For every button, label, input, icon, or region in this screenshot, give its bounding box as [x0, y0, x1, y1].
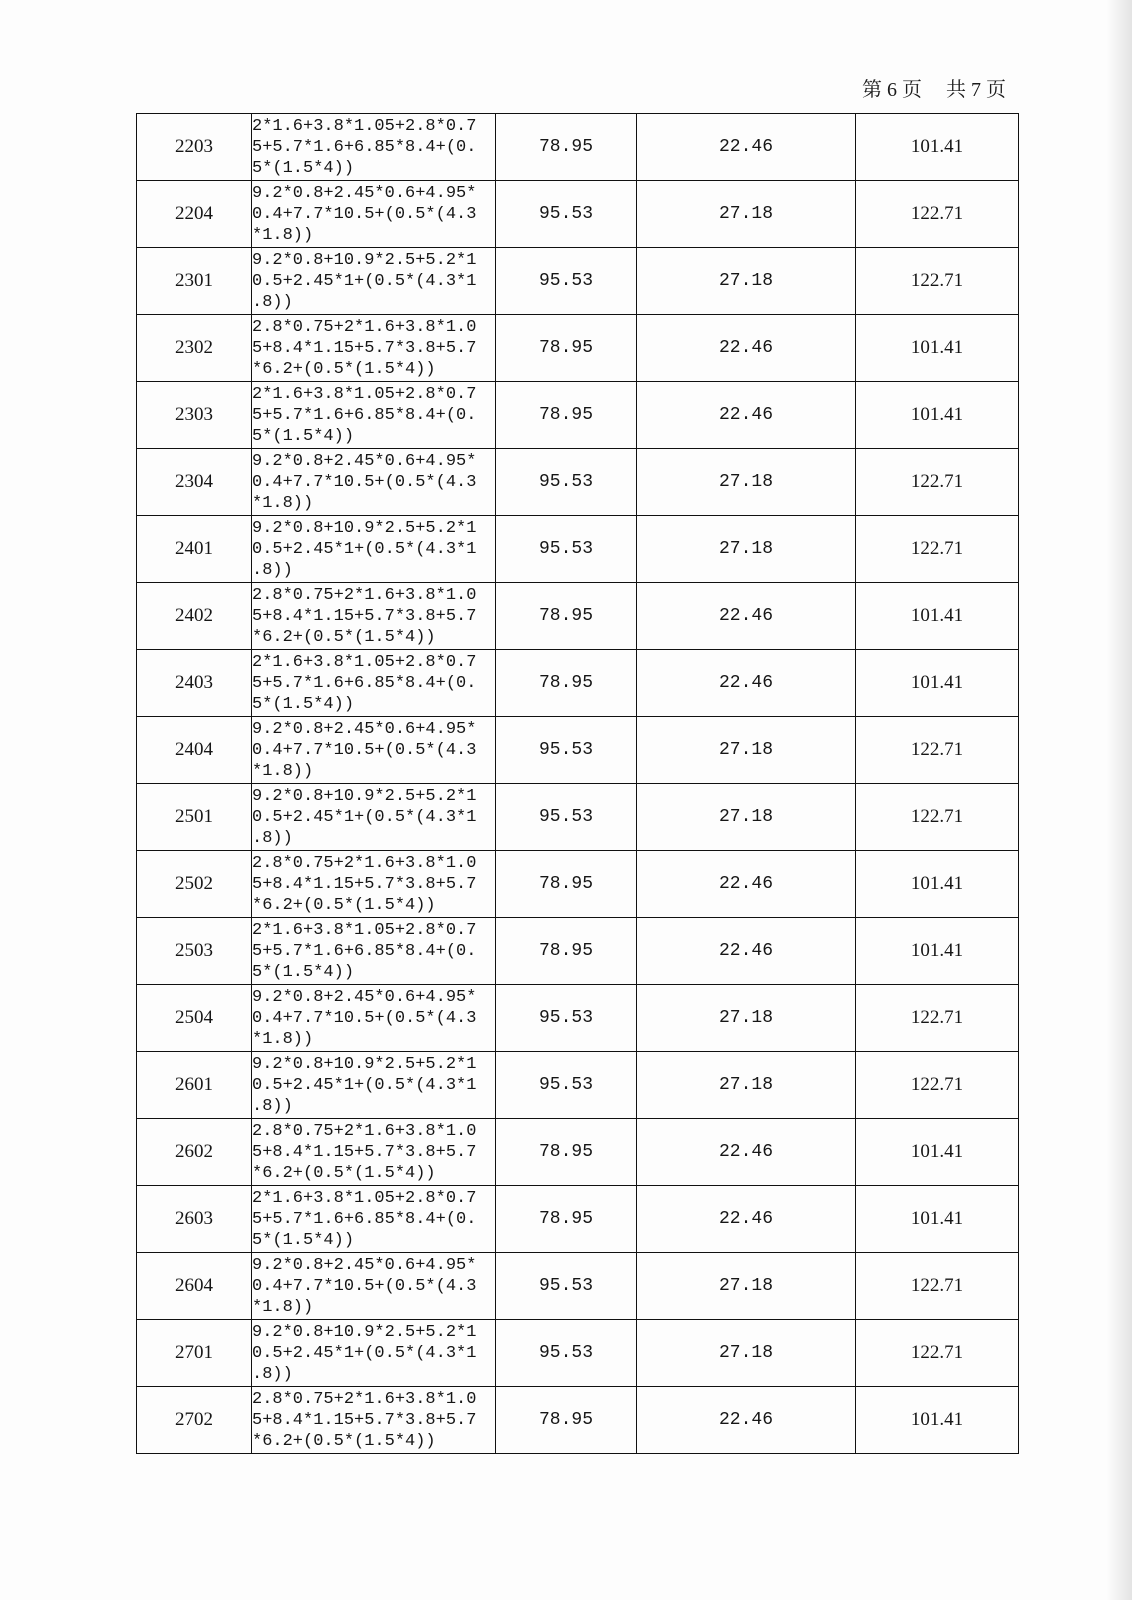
value-cell: 22.46 — [637, 918, 856, 985]
formula-cell — [252, 114, 496, 181]
table-row — [137, 449, 1019, 516]
row-id-cell: 2204 — [137, 181, 252, 248]
value-cell: 27.18 — [637, 784, 856, 851]
value-cell: 27.18 — [637, 1052, 856, 1119]
value-cell: 122.71 — [856, 248, 1019, 315]
table-row — [137, 918, 1019, 985]
formula-cell — [252, 851, 496, 918]
formula-cell — [252, 918, 496, 985]
value-cell: 22.46 — [637, 1387, 856, 1454]
value-cell: 122.71 — [856, 1253, 1019, 1320]
formula-cell — [252, 1387, 496, 1454]
value-cell: 95.53 — [496, 248, 637, 315]
formula-cell — [252, 248, 496, 315]
value-cell: 27.18 — [637, 449, 856, 516]
data-table — [136, 113, 1019, 1454]
row-id-cell: 2502 — [137, 851, 252, 918]
value-cell: 95.53 — [496, 516, 637, 583]
formula-cell — [252, 1253, 496, 1320]
formula-cell — [252, 181, 496, 248]
row-id-cell: 2503 — [137, 918, 252, 985]
row-id-cell: 2501 — [137, 784, 252, 851]
row-id-cell: 2203 — [137, 114, 252, 181]
value-cell: 95.53 — [496, 1253, 637, 1320]
formula-text: 9.2*0.8+2.45*0.6+4.95*0.4+7.7*10.5+(0.5*(4.3*1.8)) — [252, 451, 477, 513]
formula-text: 9.2*0.8+10.9*2.5+5.2*10.5+2.45*1+(0.5*(4.3*1.8)) — [252, 786, 477, 848]
value-cell: 95.53 — [496, 784, 637, 851]
row-id-cell: 2304 — [137, 449, 252, 516]
row-id-cell: 2401 — [137, 516, 252, 583]
formula-text: 2.8*0.75+2*1.6+3.8*1.05+8.4*1.15+5.7*3.8+5.7*6.2+(0.5*(1.5*4)) — [252, 853, 477, 915]
formula-text: 2.8*0.75+2*1.6+3.8*1.05+8.4*1.15+5.7*3.8+5.7*6.2+(0.5*(1.5*4)) — [252, 585, 477, 647]
value-cell: 122.71 — [856, 516, 1019, 583]
value-cell: 22.46 — [637, 382, 856, 449]
table-row — [137, 248, 1019, 315]
formula-text: 2.8*0.75+2*1.6+3.8*1.05+8.4*1.15+5.7*3.8+5.7*6.2+(0.5*(1.5*4)) — [252, 1389, 477, 1451]
table-row — [137, 1320, 1019, 1387]
row-id-cell: 2404 — [137, 717, 252, 784]
formula-cell — [252, 784, 496, 851]
formula-text: 2.8*0.75+2*1.6+3.8*1.05+8.4*1.15+5.7*3.8+5.7*6.2+(0.5*(1.5*4)) — [252, 317, 477, 379]
table-row — [137, 583, 1019, 650]
value-cell: 27.18 — [637, 248, 856, 315]
row-id-cell: 2303 — [137, 382, 252, 449]
row-id-cell: 2602 — [137, 1119, 252, 1186]
formula-cell — [252, 1119, 496, 1186]
value-cell: 22.46 — [637, 1119, 856, 1186]
formula-text: 9.2*0.8+2.45*0.6+4.95*0.4+7.7*10.5+(0.5*(4.3*1.8)) — [252, 987, 477, 1049]
value-cell: 78.95 — [496, 315, 637, 382]
value-cell: 22.46 — [637, 650, 856, 717]
formula-cell — [252, 1186, 496, 1253]
formula-text: 9.2*0.8+2.45*0.6+4.95*0.4+7.7*10.5+(0.5*(4.3*1.8)) — [252, 1255, 477, 1317]
value-cell: 101.41 — [856, 1119, 1019, 1186]
formula-text: 9.2*0.8+10.9*2.5+5.2*10.5+2.45*1+(0.5*(4.3*1.8)) — [252, 1322, 477, 1384]
value-cell: 27.18 — [637, 516, 856, 583]
value-cell: 27.18 — [637, 717, 856, 784]
value-cell: 101.41 — [856, 650, 1019, 717]
value-cell: 101.41 — [856, 918, 1019, 985]
scan-edge-shadow — [1106, 0, 1132, 1600]
formula-cell — [252, 1052, 496, 1119]
page-number-header — [862, 78, 1006, 102]
table-row — [137, 181, 1019, 248]
value-cell: 122.71 — [856, 717, 1019, 784]
table-row — [137, 851, 1019, 918]
table-row — [137, 114, 1019, 181]
value-cell: 78.95 — [496, 583, 637, 650]
value-cell: 78.95 — [496, 650, 637, 717]
value-cell: 22.46 — [637, 583, 856, 650]
value-cell: 122.71 — [856, 449, 1019, 516]
page-total: 共 7 页 — [946, 79, 1006, 101]
value-cell: 78.95 — [496, 1119, 637, 1186]
table-row — [137, 382, 1019, 449]
table-row — [137, 516, 1019, 583]
table-row — [137, 717, 1019, 784]
table-row — [137, 1119, 1019, 1186]
value-cell: 95.53 — [496, 985, 637, 1052]
value-cell: 78.95 — [496, 114, 637, 181]
value-cell: 101.41 — [856, 1387, 1019, 1454]
value-cell: 22.46 — [637, 114, 856, 181]
row-id-cell: 2504 — [137, 985, 252, 1052]
row-id-cell: 2604 — [137, 1253, 252, 1320]
value-cell: 78.95 — [496, 1186, 637, 1253]
formula-text: 2*1.6+3.8*1.05+2.8*0.75+5.7*1.6+6.85*8.4+(0.5*(1.5*4)) — [252, 1188, 477, 1250]
formula-cell — [252, 985, 496, 1052]
formula-text: 2*1.6+3.8*1.05+2.8*0.75+5.7*1.6+6.85*8.4+(0.5*(1.5*4)) — [252, 920, 477, 982]
table-row — [137, 1253, 1019, 1320]
formula-cell — [252, 449, 496, 516]
table-row — [137, 784, 1019, 851]
formula-text: 9.2*0.8+10.9*2.5+5.2*10.5+2.45*1+(0.5*(4.3*1.8)) — [252, 1054, 477, 1116]
value-cell: 122.71 — [856, 784, 1019, 851]
value-cell: 122.71 — [856, 1320, 1019, 1387]
formula-text: 2*1.6+3.8*1.05+2.8*0.75+5.7*1.6+6.85*8.4+(0.5*(1.5*4)) — [252, 116, 477, 178]
value-cell: 95.53 — [496, 1320, 637, 1387]
value-cell: 122.71 — [856, 1052, 1019, 1119]
value-cell: 22.46 — [637, 851, 856, 918]
value-cell: 22.46 — [637, 315, 856, 382]
page-number: 第 6 页 — [862, 79, 922, 101]
value-cell: 101.41 — [856, 315, 1019, 382]
table-row — [137, 1387, 1019, 1454]
row-id-cell: 2701 — [137, 1320, 252, 1387]
formula-cell — [252, 583, 496, 650]
formula-text: 9.2*0.8+10.9*2.5+5.2*10.5+2.45*1+(0.5*(4.3*1.8)) — [252, 250, 477, 312]
value-cell: 101.41 — [856, 114, 1019, 181]
value-cell: 122.71 — [856, 985, 1019, 1052]
value-cell: 27.18 — [637, 1253, 856, 1320]
row-id-cell: 2402 — [137, 583, 252, 650]
value-cell: 78.95 — [496, 918, 637, 985]
formula-text: 2*1.6+3.8*1.05+2.8*0.75+5.7*1.6+6.85*8.4+(0.5*(1.5*4)) — [252, 652, 477, 714]
value-cell: 27.18 — [637, 1320, 856, 1387]
row-id-cell: 2403 — [137, 650, 252, 717]
value-cell: 101.41 — [856, 382, 1019, 449]
row-id-cell: 2603 — [137, 1186, 252, 1253]
row-id-cell: 2601 — [137, 1052, 252, 1119]
value-cell: 78.95 — [496, 382, 637, 449]
formula-text: 2*1.6+3.8*1.05+2.8*0.75+5.7*1.6+6.85*8.4+(0.5*(1.5*4)) — [252, 384, 477, 446]
formula-cell — [252, 516, 496, 583]
value-cell: 27.18 — [637, 985, 856, 1052]
value-cell: 22.46 — [637, 1186, 856, 1253]
formula-text: 9.2*0.8+10.9*2.5+5.2*10.5+2.45*1+(0.5*(4.3*1.8)) — [252, 518, 477, 580]
value-cell: 95.53 — [496, 1052, 637, 1119]
formula-text: 2.8*0.75+2*1.6+3.8*1.05+8.4*1.15+5.7*3.8+5.7*6.2+(0.5*(1.5*4)) — [252, 1121, 477, 1183]
value-cell: 27.18 — [637, 181, 856, 248]
value-cell: 78.95 — [496, 851, 637, 918]
row-id-cell: 2301 — [137, 248, 252, 315]
row-id-cell: 2302 — [137, 315, 252, 382]
table-row — [137, 315, 1019, 382]
row-id-cell: 2702 — [137, 1387, 252, 1454]
formula-cell — [252, 650, 496, 717]
value-cell: 78.95 — [496, 1387, 637, 1454]
value-cell: 122.71 — [856, 181, 1019, 248]
formula-text: 9.2*0.8+2.45*0.6+4.95*0.4+7.7*10.5+(0.5*(4.3*1.8)) — [252, 719, 477, 781]
formula-cell — [252, 1320, 496, 1387]
value-cell: 95.53 — [496, 181, 637, 248]
value-cell: 101.41 — [856, 851, 1019, 918]
value-cell: 95.53 — [496, 449, 637, 516]
formula-cell — [252, 315, 496, 382]
formula-cell — [252, 717, 496, 784]
formula-text: 9.2*0.8+2.45*0.6+4.95*0.4+7.7*10.5+(0.5*(4.3*1.8)) — [252, 183, 477, 245]
formula-cell — [252, 382, 496, 449]
table-row — [137, 1052, 1019, 1119]
table-row — [137, 1186, 1019, 1253]
value-cell: 101.41 — [856, 1186, 1019, 1253]
value-cell: 95.53 — [496, 717, 637, 784]
value-cell: 101.41 — [856, 583, 1019, 650]
table-row — [137, 985, 1019, 1052]
table-row — [137, 650, 1019, 717]
